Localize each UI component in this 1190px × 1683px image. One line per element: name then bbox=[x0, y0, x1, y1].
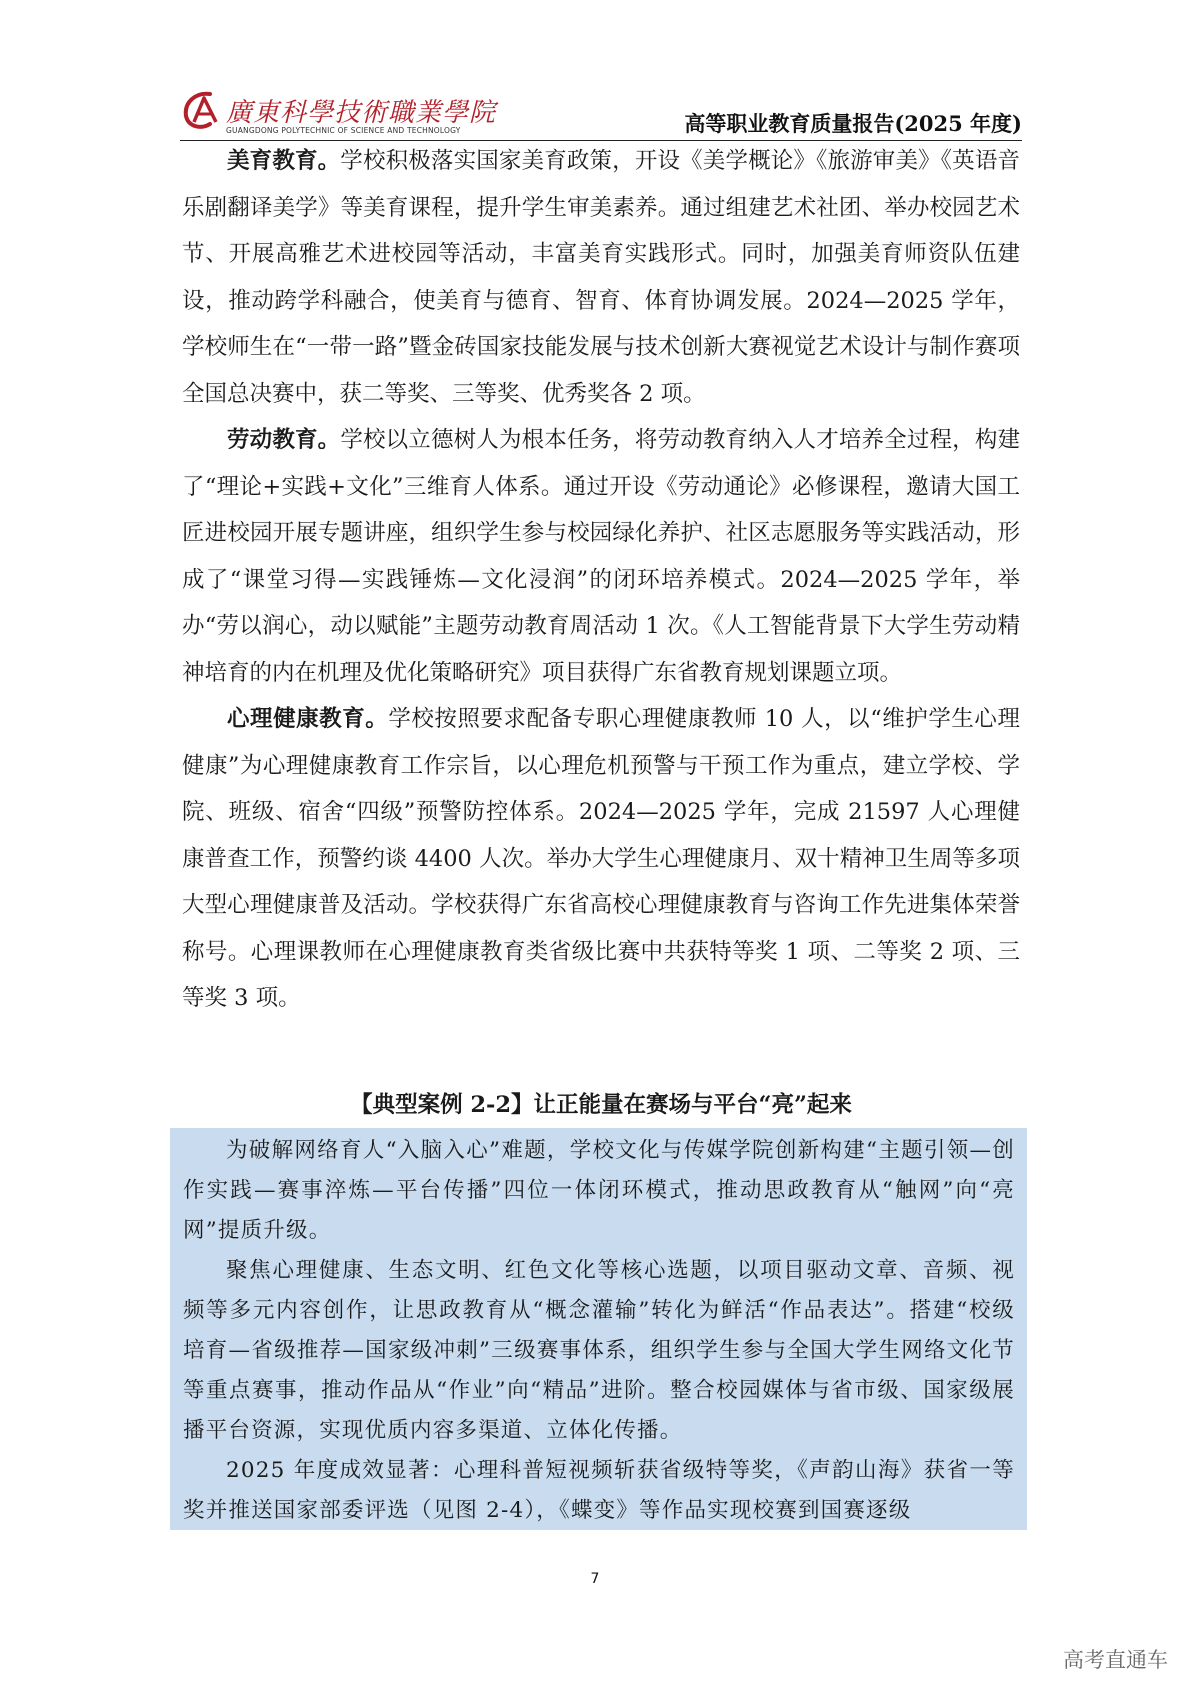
case-study-title: 【典型案例 2-2】让正能量在赛场与平台“亮”起来 bbox=[350, 1092, 852, 1118]
report-title: 高等职业教育质量报告(2025 年度) bbox=[684, 111, 1022, 136]
college-name-cn: 廣東科學技術職業學院 bbox=[226, 98, 497, 128]
section-body: 学校按照要求配备专职心理健康教师 10 人，以“维护学生心理健康”为心理健康教育工作宗旨，以心理危机预警与干预工作为重点，建立学校、学院、班级、宿舍“四级”预警防控体系。2024—2025 学年，完成 21597 人心理健康普查工作，预警约谈 4400 人次。举办大学生心理健康月、双十精神卫生周等多项大型心理健康普及活动。学校获得广东省高校心理健康教育与咨询工作先进集体荣誉称号。心理课教师在心理健康教育类省级比赛中共获特等奖 1 项、二等奖 2 项、三等奖 3 项。 bbox=[182, 706, 1020, 1011]
case-paragraph: 聚焦心理健康、生态文明、红色文化等核心选题，以项目驱动文章、音频、视频等多元内容创作，让思政教育从“概念灌输”转化为鲜活“作品表达”。搭建“校级培育—省级推荐—国家级冲刺”三级赛事体系，组织学生参与全国大学生网络文化节等重点赛事，推动作品从“作业”向“精品”进阶。整合校园媒体与省市级、国家级展播平台资源，实现优质内容多渠道、立体化传播。 bbox=[183, 1258, 1015, 1443]
case-paragraph: 2025 年度成效显著：心理科普短视频斩获省级特等奖，《声韵山海》获省一等奖并推送国家部委评选（见图 2-4），《蝶变》等作品实现校赛到国赛逐级 bbox=[183, 1458, 1015, 1523]
section-heading: 劳动教育。 bbox=[227, 427, 341, 453]
case-study-box bbox=[170, 1128, 1027, 1530]
section-mental-health-education bbox=[182, 696, 1020, 1022]
college-name-en: GUANGDONG POLYTECHNIC OF SCIENCE AND TECHNOLOGY bbox=[226, 126, 461, 135]
section-labor-education bbox=[182, 417, 1020, 696]
college-logo bbox=[180, 88, 497, 138]
section-heading: 美育教育。 bbox=[227, 148, 341, 174]
section-body: 学校以立德树人为根本任务，将劳动教育纳入人才培养全过程，构建了“理论+实践+文化”三维育人体系。通过开设《劳动通论》必修课程，邀请大国工匠进校园开展专题讲座，组织学生参与校园绿化养护、社区志愿服务等实践活动，形成了“课堂习得—实践锤炼—文化浸润”的闭环培养模式。2024—2025 学年，举办“劳以润心，动以赋能”主题劳动教育周活动 1 次。《人工智能背景下大学生劳动精神培育的内在机理及优化策略研究》项目获得广东省教育规划课题立项。 bbox=[182, 427, 1020, 686]
college-emblem-icon bbox=[180, 88, 224, 132]
watermark: 高考直通车 bbox=[1063, 1648, 1168, 1672]
section-heading: 心理健康教育。 bbox=[227, 706, 389, 732]
section-body: 学校积极落实国家美育政策，开设《美学概论》《旅游审美》《英语音乐剧翻译美学》等美育课程，提升学生审美素养。通过组建艺术社团、举办校园艺术节、开展高雅艺术进校园等活动，丰富美育实践形式。同时，加强美育师资队伍建设，推动跨学科融合，使美育与德育、智育、体育协调发展。2024—2025 学年，学校师生在“一带一路”暨金砖国家技能发展与技术创新大赛视觉艺术设计与制作赛项全国总决赛中，获二等奖、三等奖、优秀奖各 2 项。 bbox=[182, 148, 1020, 407]
main-content bbox=[182, 138, 1020, 1022]
page-header bbox=[180, 82, 1022, 142]
page-number: 7 bbox=[590, 1571, 600, 1587]
section-aesthetic-education bbox=[182, 138, 1020, 417]
case-paragraph: 为破解网络育人“入脑入心”难题，学校文化与传媒学院创新构建“主题引领—创作实践—赛事淬炼—平台传播”四位一体闭环模式，推动思政教育从“触网”向“亮网”提质升级。 bbox=[183, 1138, 1015, 1243]
